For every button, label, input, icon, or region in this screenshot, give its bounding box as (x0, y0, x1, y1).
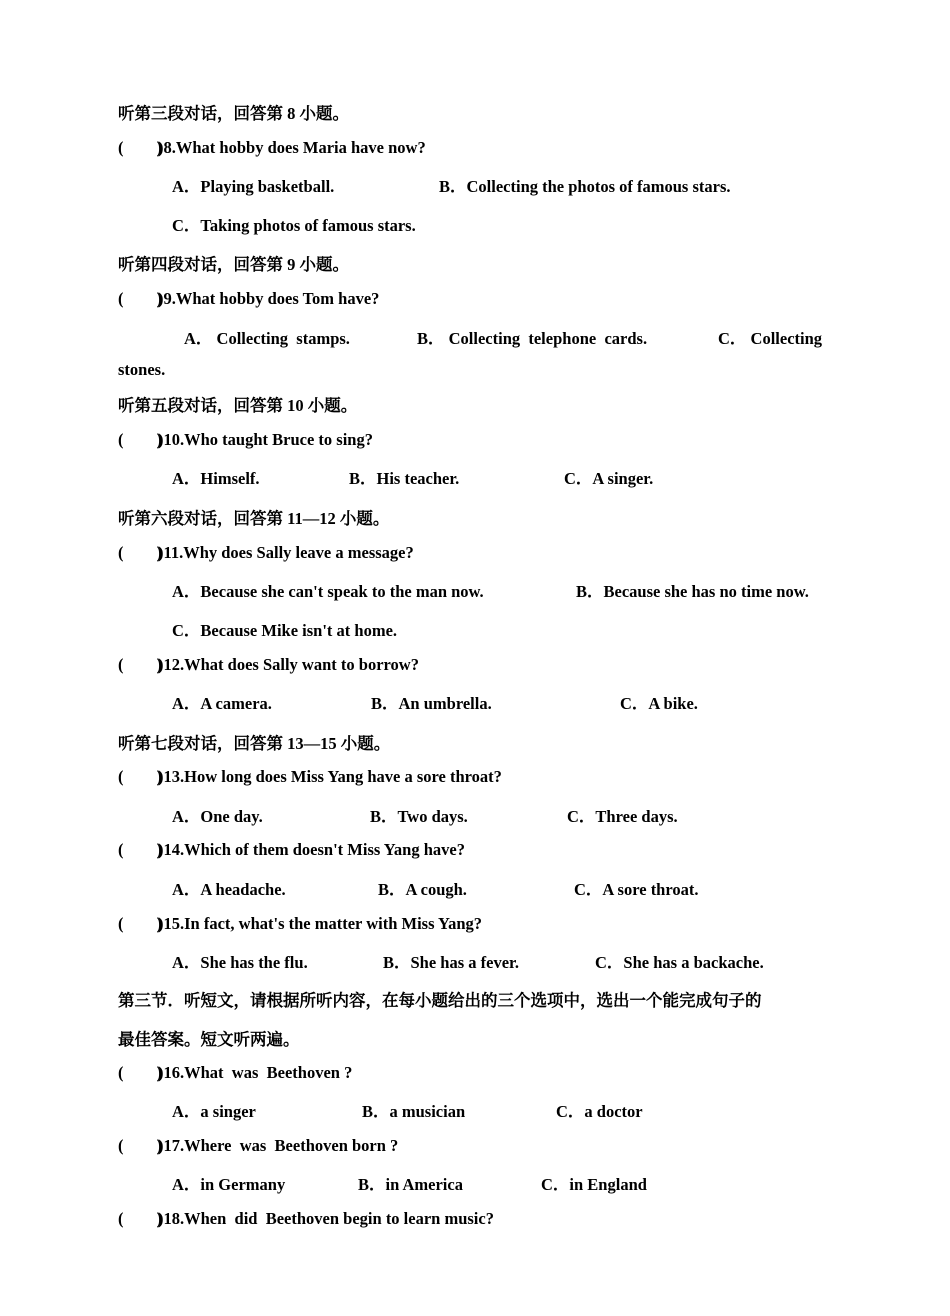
option-a: A． Collecting stamps. (184, 329, 350, 348)
answer-blank: ( ) (118, 543, 162, 562)
options-12 (0, 691, 950, 717)
option-b: B．Two days. (370, 807, 468, 826)
option-c: C．Because Mike isn't at home. (172, 621, 398, 640)
question-18 (0, 1206, 950, 1232)
options-11 (0, 579, 950, 605)
option-a: A．She has the flu. (172, 953, 308, 972)
answer-blank: ( ) (118, 767, 162, 786)
option-c-cont: stones. (118, 360, 166, 379)
answer-blank: ( ) (118, 1136, 162, 1155)
option-b: B． Collecting telephone cards. (417, 329, 648, 348)
option-b: B．She has a fever. (383, 953, 519, 972)
answer-blank: ( ) (118, 138, 162, 157)
option-a: A．Himself. (172, 469, 260, 488)
answer-blank: ( ) (118, 289, 162, 308)
part-instructions-line-2: 最佳答案。短文听两遍。 (118, 1030, 300, 1049)
option-a: A．A camera. (172, 694, 272, 713)
section-heading-text: 听第三段对话，回答第 8 小题。 (118, 104, 349, 123)
options-16 (0, 1099, 950, 1125)
options-10 (0, 466, 950, 492)
question-stem: )12.What does Sally want to borrow? (158, 655, 419, 674)
option-c: C．A sore throat. (574, 880, 699, 899)
option-b: B．A cough. (378, 880, 467, 899)
question-17 (0, 1133, 950, 1159)
question-stem: )9.What hobby does Tom have? (158, 289, 380, 308)
question-13 (0, 764, 950, 790)
question-stem: )8.What hobby does Maria have now? (158, 138, 426, 157)
option-b: B．a musician (362, 1102, 466, 1121)
answer-blank: ( ) (118, 430, 162, 449)
question-8 (0, 135, 950, 161)
section-heading-text: 听第六段对话，回答第 11—12 小题。 (118, 509, 390, 528)
option-a: A．One day. (172, 807, 263, 826)
part-instructions (0, 988, 950, 1014)
question-16 (0, 1060, 950, 1086)
options-9-cont (0, 357, 950, 383)
options-11-cont (0, 618, 950, 644)
option-b: B．Because she has no time now. (576, 582, 809, 601)
option-b: B．His teacher. (349, 469, 460, 488)
section-heading (0, 506, 950, 532)
question-stem: )18.When did Beethoven begin to learn music? (158, 1209, 494, 1228)
question-stem: )13.How long does Miss Yang have a sore throat? (158, 767, 502, 786)
question-15 (0, 911, 950, 937)
option-a: A．in Germany (172, 1175, 286, 1194)
options-15 (0, 950, 950, 976)
answer-blank: ( ) (118, 1063, 162, 1082)
question-11 (0, 540, 950, 566)
option-c: C．in England (541, 1175, 647, 1194)
option-a: A．Playing basketball. (172, 177, 335, 196)
question-14 (0, 837, 950, 863)
question-12 (0, 652, 950, 678)
options-8-cont (0, 213, 950, 239)
options-8 (0, 174, 950, 200)
section-heading-text: 听第四段对话，回答第 9 小题。 (118, 255, 349, 274)
question-stem: )14.Which of them doesn't Miss Yang have? (158, 840, 465, 859)
option-c: C．a doctor (556, 1102, 643, 1121)
section-heading (0, 731, 950, 757)
answer-blank: ( ) (118, 840, 162, 859)
option-a: A．a singer (172, 1102, 256, 1121)
question-stem: )17.Where was Beethoven born ? (158, 1136, 399, 1155)
question-stem: )11.Why does Sally leave a message? (158, 543, 414, 562)
section-heading-text: 听第五段对话，回答第 10 小题。 (118, 396, 358, 415)
part-instructions-line-1: 第三节．听短文，请根据所听内容，在每小题给出的三个选项中，选出一个能完成句子的 (118, 991, 762, 1010)
option-c: C．Three days. (567, 807, 678, 826)
section-heading (0, 393, 950, 419)
section-heading (0, 252, 950, 278)
option-a: A．Because she can't speak to the man now. (172, 582, 484, 601)
options-17 (0, 1172, 950, 1198)
answer-blank: ( ) (118, 655, 162, 674)
option-a: A．A headache. (172, 880, 286, 899)
option-b: B．in America (358, 1175, 463, 1194)
question-10 (0, 427, 950, 453)
part-instructions-cont (0, 1027, 950, 1053)
options-14 (0, 877, 950, 903)
question-stem: )10.Who taught Bruce to sing? (158, 430, 373, 449)
option-c: C．Taking photos of famous stars. (172, 216, 416, 235)
section-heading (0, 101, 950, 127)
section-heading-text: 听第七段对话，回答第 13—15 小题。 (118, 734, 391, 753)
answer-blank: ( ) (118, 1209, 162, 1228)
option-c: C．A bike. (620, 694, 698, 713)
option-c: C．She has a backache. (595, 953, 764, 972)
option-c: C． Collecting (718, 329, 823, 348)
option-b: B．Collecting the photos of famous stars. (439, 177, 731, 196)
answer-blank: ( ) (118, 914, 162, 933)
option-b: B．An umbrella. (371, 694, 492, 713)
question-stem: )15.In fact, what's the matter with Miss Yang? (158, 914, 483, 933)
options-13 (0, 804, 950, 830)
option-c: C．A singer. (564, 469, 654, 488)
question-9 (0, 286, 950, 312)
options-9 (0, 326, 950, 352)
question-stem: )16.What was Beethoven ? (158, 1063, 353, 1082)
